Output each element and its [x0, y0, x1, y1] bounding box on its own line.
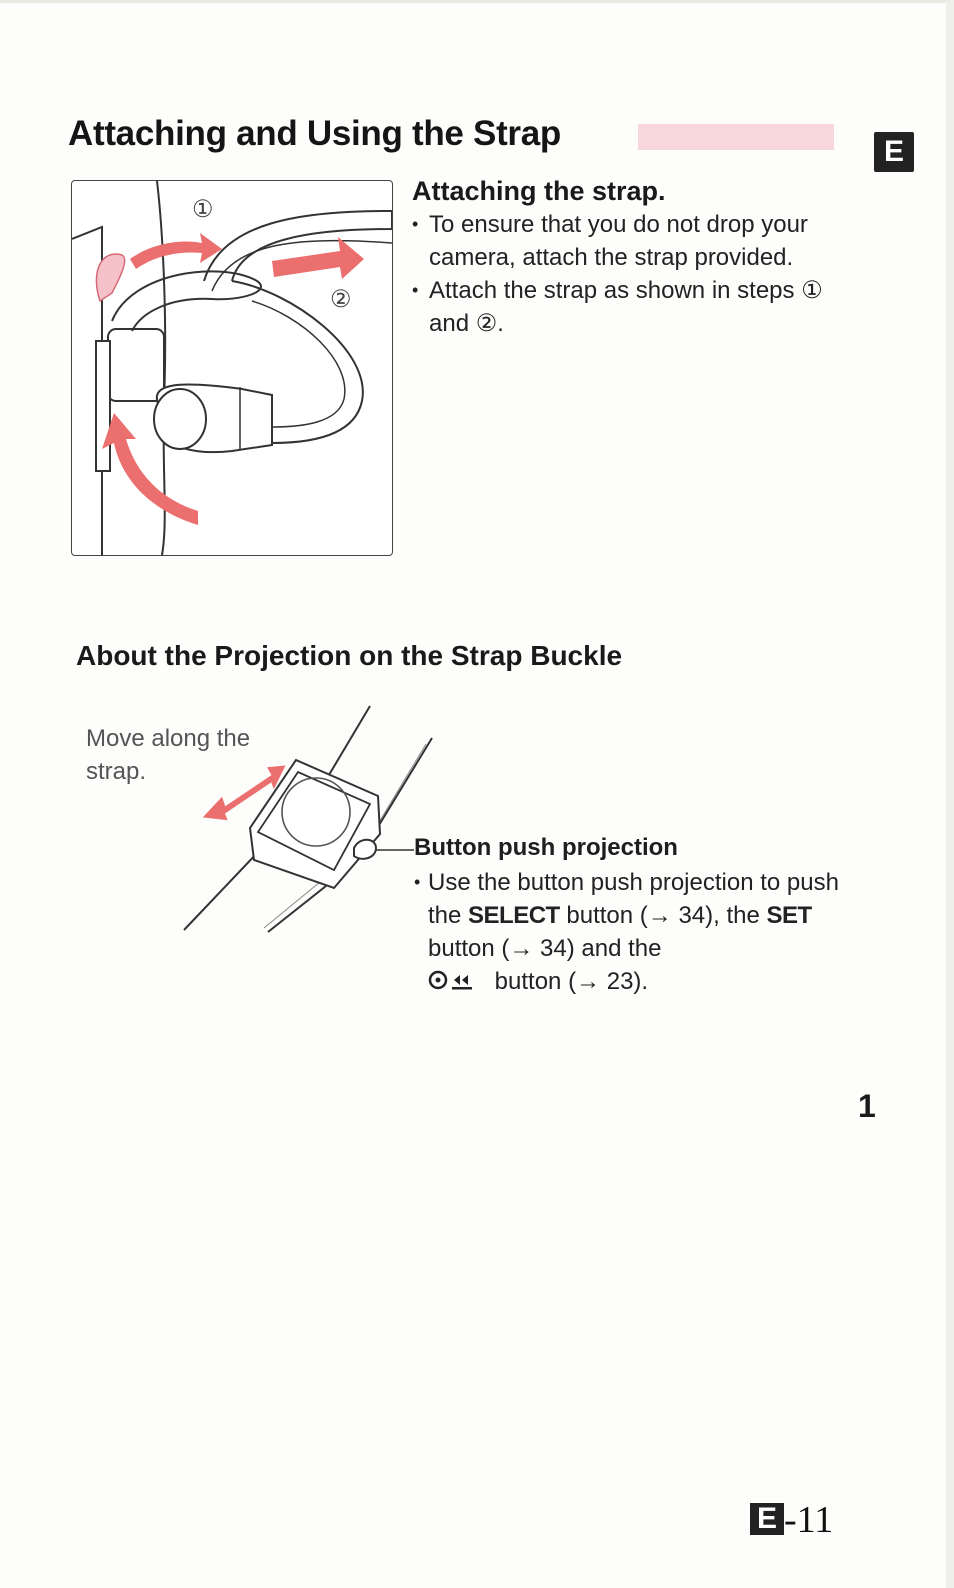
- language-tab: E: [874, 132, 914, 172]
- attaching-bullets: [412, 208, 832, 340]
- select-key-label: SELECT: [468, 902, 560, 929]
- figure-step-1-label: ①: [192, 196, 214, 223]
- section-number: 1: [858, 1088, 876, 1124]
- page-number: [750, 1498, 833, 1542]
- set-key-label: SET: [766, 902, 812, 929]
- button-push-projection-text: [414, 866, 848, 1000]
- title-accent-bar: [638, 124, 834, 150]
- review-button-icon: [428, 967, 482, 1000]
- strap-attach-illustration: [71, 180, 393, 556]
- projection-text-2: button (→ 34), the: [559, 902, 767, 929]
- page-top-edge: [0, 0, 954, 3]
- attaching-bullet-2: • Attach the strap as shown in steps ① and ②.: [412, 274, 832, 340]
- projection-text-4: button (→ 23).: [488, 968, 649, 995]
- projection-text-3: button (→ 34) and the: [428, 935, 662, 962]
- figure-step-2-label: ②: [330, 286, 352, 313]
- page-prefix-box: E: [750, 1503, 784, 1535]
- projection-text-1: Use the button push projection to push the: [428, 869, 839, 929]
- move-along-label: Move along the strap.: [86, 725, 251, 785]
- page-right-edge: [946, 0, 954, 1588]
- strap-attach-drawing: [72, 181, 392, 555]
- page-suffix: -11: [784, 1499, 834, 1541]
- projection-heading: About the Projection on the Strap Buckle: [76, 640, 623, 671]
- button-push-projection-label: Button push projection: [414, 834, 678, 861]
- attaching-bullet-1: • To ensure that you do not drop your camera, attach the strap provided.: [412, 208, 832, 274]
- page-title: Attaching and Using the Strap: [68, 114, 561, 153]
- bullet-dot: •: [414, 872, 421, 892]
- attaching-heading: Attaching the strap.: [412, 176, 666, 206]
